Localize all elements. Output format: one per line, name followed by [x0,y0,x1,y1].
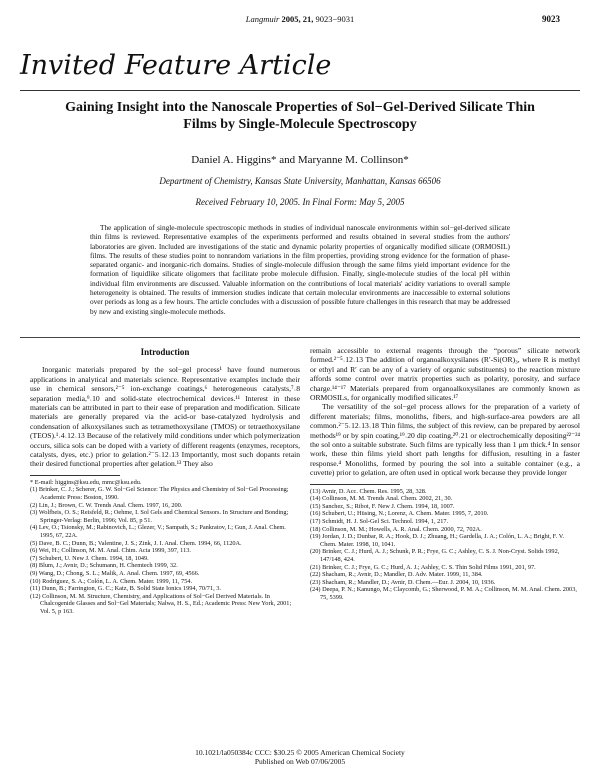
reference-item: (17) Schmidt, H. J. Sol-Gel Sci. Technol. 1994, 1, 217. [310,518,449,526]
authors: Daniel A. Higgins* and Maryanne M. Collinson* [191,154,409,166]
reference-item: (12) Collinson, M. M. Structure, Chemistry, and Applications of Sol−Gel Derived Materials. In Chalcogenide Glasses and Sol−Gel Materials; Nalwa, H. S., Ed.; Academic Press: New York, 2001; Vol. 5, p 163. [30,592,292,615]
intro-heading: Introduction [140,347,190,357]
reference-item: (14) Collinson, M. M. Trends Anal. Chem. 2002, 21, 30. [310,495,453,503]
footnotes-right [310,488,580,602]
journal-pages: 9023−9031 [315,14,355,24]
reference-item: (6) Wei, H.; Collinson, M. M. Anal. Chim. Acta 1999, 397, 113. [30,547,191,555]
abstract-rule [20,337,580,338]
footnote-rule [30,475,120,476]
paragraph-versatility: The versatility of the sol−gel process allows for the preparation of a variety of different materials; films, monoliths, fibers, and high-surface-area powders are all common.²⁻5˒12˒13˒18 Thin films, the subject of this review, can be prepared by aerosol methods¹⁹ or by spin coating,¹⁹˒20 dip coating,²⁰˒21 or electrochemically depositing²²⁻²⁴ the sol onto a suitable substrate. Such films are typically less than 1 μm thick.⁴ In sensor work, these thin films yield short path lengths for diffusion, resulting in a faster response.⁴ Monoliths, formed by pouring the sol into a suitable container (e.g., a cuvette) prior to gelation, are often used in optical work because they provide longer [310,402,580,478]
doi-line: 10.1021/la050384c CCC: $30.25 © 2005 American Chemical Society [195,748,405,757]
reference-item: (22) Shacham, R.; Avnir, D.; Mandler, D. Adv. Mater. 1999, 11, 384. [310,571,483,579]
paragraph-continuation: remain accessible to external reagents through the “porous” silicate network formed.²⁻⁵˒12˒13 The addition of organoalkoxysilanes (R′-Si(OR)₃, where R is methyl or ethyl and R′ can be any of a variety of organic substituents) to the reaction mixture affords some control over matrix properties such as polarity, porosity, and surface charge.¹⁴⁻¹⁷ Materials prepared from organoalkoxysilanes are commonly known as ORMOSILs, for organically modified silicates.¹⁷ [310,346,580,403]
journal-name: Langmuir [245,14,280,24]
reference-item: (4) Lev, O.; Tsionsky, M.; Rabinovich, L.; Glezer, V.; Sampath, S.; Pankratov, I.; Gun, J. Anal. Chem. 1995, 67, 22A. [30,524,286,540]
reference-item: (8) Blum, J.; Avnir, D.; Schumann, H. Chemtech 1999, 32. [30,562,178,570]
corresponding-email: * E-mail: higgins@ksu.edu, mmc@ksu.edu. [30,478,142,486]
article-title: Gaining Insight into the Nanoscale Properties of Sol−Gel-Derived Silicate Thin Films by Single-Molecule Spectroscopy [65,100,535,132]
reference-item: (18) Collinson, M. M.; Howells, A. R. Anal. Chem. 2000, 72, 702A. [310,525,482,533]
reference-item: (10) Rodriguez, S. A.; Colón, L. A. Chem. Mater. 1999, 11, 754. [30,577,193,585]
reference-item: (15) Sanchez, S.; Ribot, F. New J. Chem. 1994, 18, 1007. [310,502,455,510]
reference-item: (1) Brinker, C. J.; Scherer, G. W. Sol−Gel Science: The Physics and Chemistry of Sol−Gel Processing; Academic Press: Boston, 1990. [30,486,289,502]
reference-item: (24) Deepa, P. N.; Kanungo, M.; Claycomb, G.; Sherwood, P. M. A.; Collinson, M. M. Anal. Chem. 2003, 75, 5399. [310,586,577,601]
affiliation: Department of Chemistry, Kansas State University, Manhattan, Kansas 66506 [159,176,441,186]
intro-paragraph: Inorganic materials prepared by the sol−gel process¹ have found numerous applications in analytical and materials science. Representative examples include their use in chemical sensors,²⁻⁵ ion-exchange coatings,⁶ heterogeneous catalysts,⁷˒8 separation media,⁹˒10 and solid-state electrochemical devices.¹¹ Interest in these materials can be attributed in part to their ease of preparation and modification. Silicate materials are generally prepared via the acid-or base-catalyzed hydrolysis and condensation of alkoxysilanes such as tetramethoxysilane (TMOS) or tetraethoxysilane (TEOS).¹˒4˒12˒13 Because of the relatively mild conditions under which polymerization occurs, silica sols can be doped with a variety of different reagents (enzymes, receptors, catalysts, dyes, etc.) prior to gelation.²⁻5˒12˒13 Importantly, most such dopants retain their desired functional properties after gelation.¹³ They also [30,365,300,469]
received-dates: Received February 10, 2005. In Final Form: May 5, 2005 [195,197,405,207]
page-number: 9023 [542,14,560,24]
reference-item: (7) Schubert, U. New J. Chem. 1994, 18, 1049. [30,554,149,562]
reference-item: (9) Wang, D.; Chong, S. L.; Malik, A. Anal. Chem. 1997, 69, 4566. [30,570,200,577]
reference-item: (20) Brinker, C. J.; Hurd, A. J.; Schunk, P. R.; Frye, G. C.; Ashley, C. S. J. Non-Cryst. Solids 1992, 147/148, 424. [310,548,560,564]
reference-item: (2) Lin, J.; Brown, C. W. Trends Anal. Chem. 1997, 16, 200. [30,501,183,509]
reference-item: (23) Shacham, R.; Mandler, D.; Avnir, D. Chem.—Eur. J. 2004, 10, 1936. [310,578,496,586]
reference-item: (3) Wolfbeis, O. S.; Reisfeld, R.; Oehme, I. Sol Gels and Chemical Sensors. In Structure and Bonding; Springer-Verlag: Berlin, 1996; Vol. 85, p 51. [30,509,289,524]
section-label: Invited Feature Article [20,50,332,81]
reference-item: (13) Avnir, D. Acc. Chem. Res. 1995, 28, 328. [310,487,427,495]
header-rule [20,90,580,91]
footnote-rule [310,484,400,485]
abstract: The application of single-molecule spectroscopic methods in studies of individual nanoscale environments within sol−gel-derived silicate thin films is reviewed. Representative examples of the experiments performed and results obtained in several studies from the authors' laboratories are given. Included are investigations of the static and dynamic polarity properties of organically modified silicate (ORMOSIL) films. The results of these studies point to nonrandom variations in the film properties, providing strong evidence for the formation of phase-separated organic- and inorganic-rich domains. Studies of single-molecule diffusion through the same films yield important evidence for the formation of liquidlike silicate oligomers that facilitate probe molecule diffusion. Finally, single-molecule studies of the local pH within individual film environments are discussed. Valuable information on the contributions of local materials' acidity variations to overall sample heterogeneity is obtained. The results of immersion studies indicate that certain molecular environments are inaccessible to external solutions over periods as long as a few hours. The article concludes with a discussion of possible future challenges in this research that may be addressed by new and existing single-molecule methods. [90,223,510,316]
right-column [310,346,580,602]
page-footer [0,748,600,766]
footnotes-left [30,479,300,616]
reference-item: (5) Dave, B. C.; Dunn, B.; Valentine, J. S.; Zink, J. I. Anal. Chem. 1994, 66, 1120A. [30,539,242,547]
journal-citation [0,14,600,24]
left-column [30,346,300,616]
reference-item: (19) Jordan, J. D.; Dunbar, R. A.; Hook, D. J.; Zhuang, H.; Gardella, J. A.; Colón, L. A.; Bright, F. V. Chem. Mater. 1998, 10, 1041. [310,533,565,548]
journal-year-volume: 2005, 21, [281,14,314,24]
reference-item: (16) Schubert, U.; Hüsing, N.; Lorenz, A. Chem. Mater. 1995, 7, 2010. [310,510,489,518]
reference-item: (21) Brinker, C. J.; Frye, G. C.; Hurd, A. J.; Ashley, C. S. Thin Solid Films 1991, 201, 97. [310,563,536,571]
publication-date: Published on Web 07/06/2005 [254,757,346,766]
reference-item: (11) Dunn, B.; Farrington, G. C.; Katz, B. Solid State Ionics 1994, 70/71, 3. [30,585,221,593]
